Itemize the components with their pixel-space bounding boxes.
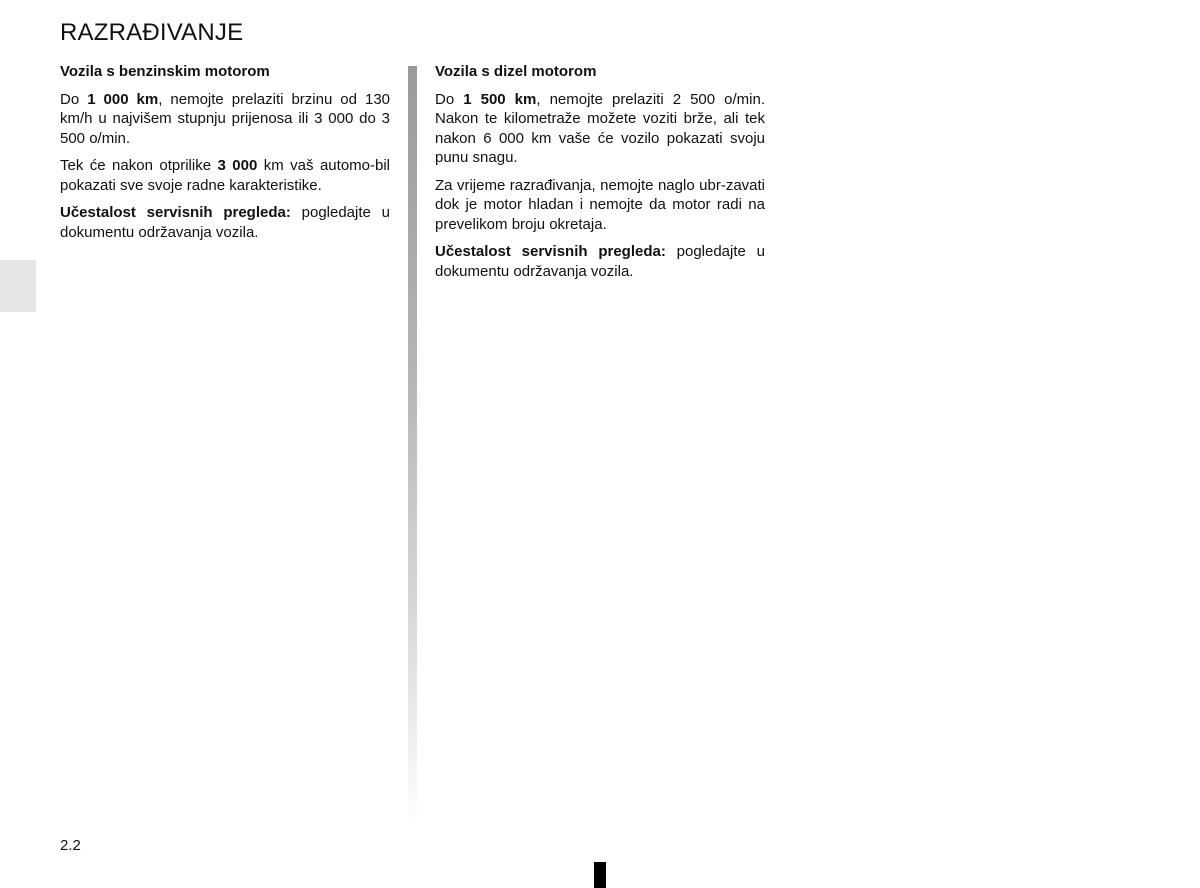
- petrol-paragraph-2: [60, 156, 390, 195]
- page-bottom-marker: [594, 862, 606, 888]
- petrol-paragraph-1: [60, 90, 390, 149]
- diesel-service-label: Učestalost servisnih pregleda:: [435, 243, 666, 260]
- petrol-p2-text-a: Tek će nakon otprilike: [60, 157, 218, 174]
- petrol-heading: Vozila s benzinskim motorom: [60, 63, 270, 80]
- petrol-p1-text-c: , nemojte prelaziti brzinu od 130 km/h u najvišem stupnju prijenosa ili 3 000 do 3 500 o/min.: [60, 90, 391, 147]
- petrol-paragraph-3: [60, 203, 390, 242]
- petrol-p1-text-a: Do: [60, 90, 88, 108]
- petrol-service-label: Učestalost servisnih pregleda:: [60, 204, 291, 221]
- diesel-heading: Vozila s dizel motorom: [435, 63, 597, 80]
- diesel-paragraph-1: [435, 90, 765, 168]
- petrol-p1-distance: 1 000 km: [87, 90, 159, 108]
- page-number: 2.2: [60, 837, 81, 854]
- diesel-paragraph-3: [435, 242, 765, 281]
- petrol-section: [60, 62, 390, 250]
- petrol-p2-distance: 3 000: [217, 157, 258, 174]
- chapter-tab-marker: [0, 260, 36, 312]
- diesel-p1-text-a: Do: [435, 90, 464, 108]
- diesel-section: [435, 62, 765, 289]
- page-title: RAZRAĐIVANJE: [60, 19, 244, 46]
- petrol-p2-text-c: km vaš automo-bil pokazati sve svoje radne karakteristike.: [60, 157, 390, 194]
- petrol-service-text: pogledajte u dokumentu održavanja vozila.: [60, 204, 390, 241]
- diesel-paragraph-2: Za vrijeme razrađivanja, nemojte naglo ubr-zavati dok je motor hladan i nemojte da motor radi na prevelikom broju okretaja.: [435, 176, 765, 233]
- diesel-service-text: pogledajte u dokumentu održavanja vozila.: [435, 243, 765, 280]
- diesel-p1-text-c: , nemojte prelaziti 2 500 o/min. Nakon te kilometraže možete voziti brže, ali tek nakon 6 000 km vaše će vozilo pokazati svoju punu snagu.: [435, 90, 765, 166]
- diesel-p1-distance: 1 500 km: [463, 90, 537, 108]
- column-divider: [408, 66, 417, 826]
